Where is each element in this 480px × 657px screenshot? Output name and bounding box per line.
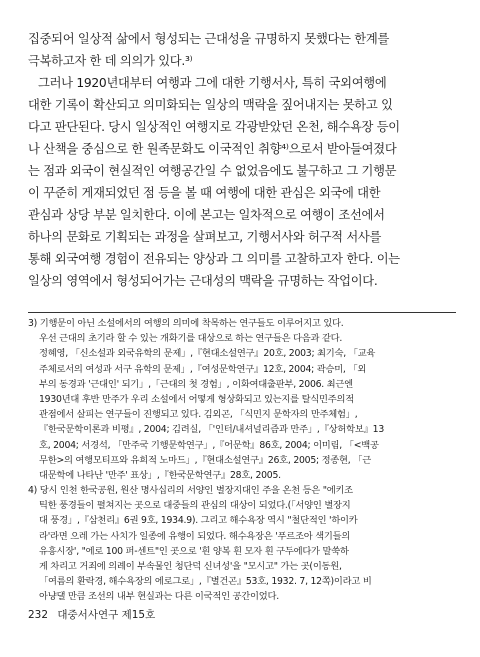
body-line: 대한 기록이 확산되고 의미화되는 일상의 맥락을 짚어내지는 못하고 있 bbox=[28, 98, 393, 112]
footnote-line: 『한국문학이론과 비평』, 2004; 김려실, 「'인터/내셔널리즘과 만주」,『상허학보』13 bbox=[39, 424, 384, 436]
journal-title: 대중서사연구 제15호 bbox=[57, 609, 156, 621]
body-line: 이 꾸준히 게재되었던 점 등을 볼 때 여행에 대한 관심은 외국에 대한 bbox=[28, 186, 381, 200]
footnote-line: 대 풍경」,『삼천리』6권 9호, 1934.9). 그리고 해수욕장 역시 "철단적인 '하이카 bbox=[39, 515, 358, 527]
footnote-line: 주체로서의 여성과 서구 유학의 문제」,『여성문학연구』12호, 2004; 곽승미, 「외 bbox=[39, 363, 367, 375]
main-text bbox=[28, 28, 456, 292]
body-line: 통해 외국여행 경험이 전유되는 양상과 그 의미를 고찰하고자 한다. 이는 bbox=[28, 252, 400, 266]
footnote-line: 우선 근대의 초기라 할 수 있는 개화기를 대상으로 하는 연구들은 다음과 같다. bbox=[39, 333, 343, 345]
footnotes bbox=[28, 316, 456, 605]
body-line: 다고 판단된다. 당시 일상적인 여행지로 각광받았던 온천, 해수욕장 등이 bbox=[28, 120, 400, 134]
footnote-line: 무한>의 여행모티프와 유희적 노마드」,『현대소설연구』26호, 2005; 정종현, 「근 bbox=[39, 454, 371, 466]
body-line: 하나의 문화로 기획되는 과정을 살펴보고, 기행서사와 허구적 서사를 bbox=[28, 230, 382, 244]
footnote-line: 「여름의 환락경, 해수욕장의 에로그로」,『별건곤』53호, 1932. 7, 12쪽)이라고 비 bbox=[39, 576, 372, 588]
footnote-line: 정혜영, 「신소설과 외국유학의 문제」,『현대소설연구』20호, 2003; 최기숙, 「교육 bbox=[39, 348, 376, 360]
body-line: 집중되어 일상적 삶에서 형성되는 근대성을 규명하지 못했다는 한계를 bbox=[28, 32, 390, 46]
footnote-line: 호, 2004; 서경석, 「만주국 기행문학연구」,『어문학』86호, 2004; 이미림, 「<백공 bbox=[39, 439, 379, 451]
footnote-divider bbox=[28, 312, 456, 313]
body-line: 관심과 상당 부분 일치한다. 이에 본고는 일차적으로 여행이 조선에서 bbox=[28, 208, 385, 222]
footnote-line: 라'라면 으레 가는 사치가 일종에 유행이 되었다. 해수욕장은 '푸르조아 색기들의 bbox=[39, 530, 351, 542]
footnote-line: 4) 당시 인천 한국공원, 원산 명사십리의 서양인 별장지대인 주을 온천 등은 "에키조 bbox=[28, 485, 353, 497]
body-line: 일상의 영역에서 형성되어가는 근대성의 맥락을 규명하는 작업이다. bbox=[28, 274, 378, 288]
footnote-line: 게 차리고 거죄에 의례이 부속물인 청단덕 신녀성'을 "모시고" 가는 곳(이동원, bbox=[39, 561, 342, 572]
footnote-line: 아냥댈 만큼 조선의 내부 현실과는 다른 이국적인 공간이었다. bbox=[39, 591, 279, 603]
footnote-line: 대문학에 나타난 '만주' 표상」,『한국문학연구』28호, 2005. bbox=[39, 469, 281, 481]
footnote-line: 틱한 풍경들이 펼쳐지는 곳으로 대중들의 관심의 대상이 되었다.(「서양인 별장지 bbox=[39, 500, 351, 512]
footnote-line: 관점에서 살피는 연구들이 진행되고 있다. 김외곤, 「식민지 문학자의 만주체험」, bbox=[39, 409, 358, 421]
footnote-line: 유흥시장', "에로 100 퍼-센트"인 곳으로 '흰 양복 흰 모자 흰 구두에다가 말쑥하 bbox=[39, 545, 349, 557]
body-line: 나 산책을 중심으로 한 원족문화도 이국적인 취향⁴⁾으로서 받아들여졌다 bbox=[28, 142, 397, 156]
page-number: 232 bbox=[28, 609, 49, 621]
footnote-line: 3) 기행문이 아닌 소설에서의 여행의 의미에 착목하는 연구들도 이루어지고 있다. bbox=[28, 318, 344, 329]
footnote-line: 부의 동경과 '근대인' 되기」,「근대의 첫 경험」, 이화여대출판부, 2006. 최근엔 bbox=[39, 378, 353, 390]
body-line: 그러나 1920년대부터 여행과 그에 대한 기행서사, 특히 국외여행에 bbox=[38, 76, 387, 90]
body-line: 는 점과 외국이 현실적인 여행공간일 수 없었음에도 불구하고 그 기행문 bbox=[28, 164, 397, 178]
page-footer bbox=[28, 608, 155, 622]
body-line: 극복하고자 한 데 의의가 있다.³⁾ bbox=[28, 54, 193, 68]
footnote-line: 1930년대 후반 만주가 우리 소설에서 어떻게 형상화되고 있는지를 탈식민주의적 bbox=[39, 393, 354, 405]
